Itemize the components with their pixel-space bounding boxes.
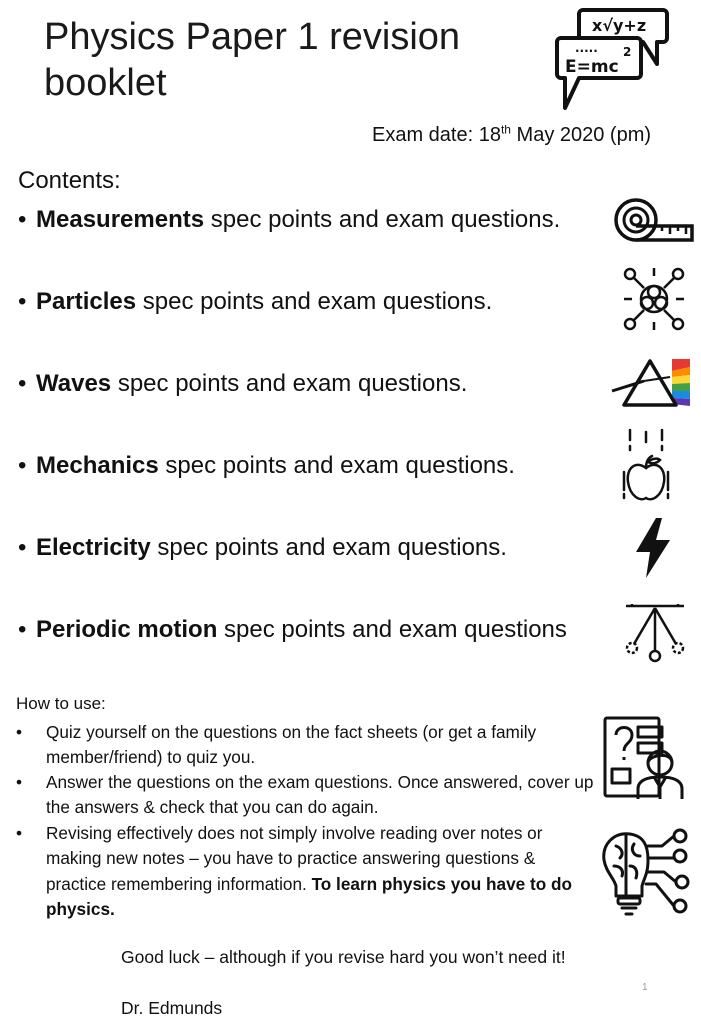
author-name: Dr. Edmunds <box>121 998 223 1018</box>
measuring-tape-icon <box>612 196 694 246</box>
exam-date: Exam date: 18th May 2020 (pm) <box>372 122 652 146</box>
atom-particles-icon <box>622 266 686 332</box>
falling-apple-icon <box>620 428 672 504</box>
howto-heading: How to use: <box>16 694 106 713</box>
page-title: Physics Paper 1 revision booklet <box>44 16 461 104</box>
topic-mechanics: • Mechanics spec points and exam questions. <box>18 452 515 479</box>
formula-speech-bubble-icon <box>553 6 671 112</box>
prism-spectrum-icon <box>610 355 692 409</box>
lightning-bolt-icon <box>634 518 672 578</box>
contents-heading: Contents: <box>18 167 121 194</box>
topic-electricity: • Electricity spec points and exam questions. <box>18 534 507 561</box>
formula-exponent: 2 <box>623 45 632 59</box>
good-luck-message: Good luck – although if you revise hard you won’t need it! <box>121 947 566 967</box>
topic-periodic-motion: • Periodic motion spec points and exam questions <box>18 616 567 643</box>
pendulum-icon <box>622 602 688 664</box>
quiz-person-icon <box>602 715 688 801</box>
topic-measurements: • Measurements spec points and exam questions. <box>18 206 561 233</box>
topic-particles: • Particles spec points and exam questions. <box>18 288 493 315</box>
howto-item: • Answer the questions on the exam questions. Once answered, cover up the answers & check that you can do again. <box>16 772 594 818</box>
brain-circuit-icon <box>600 826 690 918</box>
howto-item: • Revising effectively does not simply involve reading over notes or making new notes – you have to practice answering questions & practice remembering information. To learn physics you have to do physics. <box>16 823 572 920</box>
formula-text-2: E=mc <box>565 57 619 77</box>
howto-item: • Quiz yourself on the questions on the fact sheets (or get a family member/friend) to quiz you. <box>16 722 537 768</box>
page-number: 1 <box>642 982 648 993</box>
topic-waves: • Waves spec points and exam questions. <box>18 370 468 397</box>
formula-text-1: x√y+z <box>592 16 647 35</box>
svg-text:.....: ..... <box>575 41 598 55</box>
